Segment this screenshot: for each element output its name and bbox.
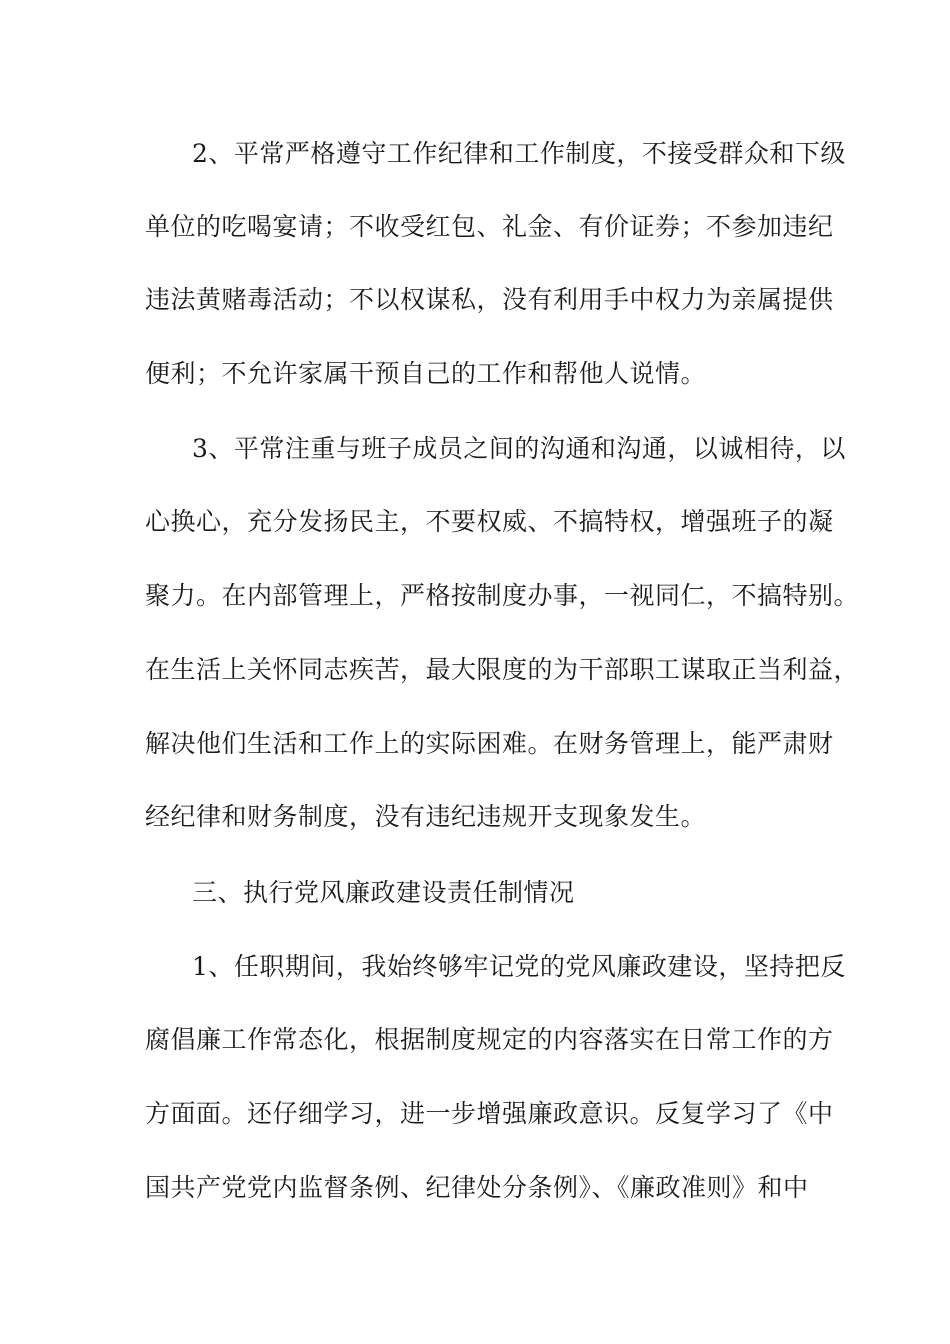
section-3-paragraph-1-line-3: 方面面。还仔细学习，进一步增强廉政意识。反复学习了《中 — [145, 1099, 834, 1128]
paragraph-3-line-3: 聚力。在内部管理上，严格按制度办事，一视同仁，不搞特别。 — [145, 581, 860, 610]
section-3-paragraph-1-line-2: 腐倡廉工作常态化，根据制度规定的内容落实在日常工作的方 — [145, 1025, 834, 1054]
section-heading-3: 三、执行党风廉政建设责任制情况 — [192, 878, 575, 907]
section-3-paragraph-1-line-4: 国共产党党内监督条例、纪律处分条例》、《廉政准则》和中 — [145, 1173, 809, 1202]
paragraph-3-line-6: 经纪律和财务制度，没有违纪违规开支现象发生。 — [145, 802, 707, 831]
paragraph-2-line-4: 便利；不允许家属干预自己的工作和帮他人说情。 — [145, 359, 707, 388]
section-3-paragraph-1-line-1: 1、任职期间，我始终够牢记党的党风廉政建设，坚持把反 — [192, 952, 846, 981]
paragraph-3-line-4: 在生活上关怀同志疾苦，最大限度的为干部职工谋取正当利益， — [145, 655, 860, 684]
paragraph-3-line-1: 3、平常注重与班子成员之间的沟通和沟通，以诚相待，以 — [192, 434, 846, 463]
paragraph-3-line-5: 解决他们生活和工作上的实际困难。在财务管理上，能严肃财 — [145, 729, 834, 758]
paragraph-2-line-1: 2、平常严格遵守工作纪律和工作制度，不接受群众和下级 — [192, 139, 846, 168]
paragraph-2-line-3: 违法黄赌毒活动；不以权谋私，没有利用手中权力为亲属提供 — [145, 285, 834, 314]
paragraph-2-line-2: 单位的吃喝宴请；不收受红包、礼金、有价证券；不参加违纪 — [145, 212, 834, 241]
paragraph-3-line-2: 心换心，充分发扬民主，不要权威、不搞特权，增强班子的凝 — [145, 507, 834, 536]
